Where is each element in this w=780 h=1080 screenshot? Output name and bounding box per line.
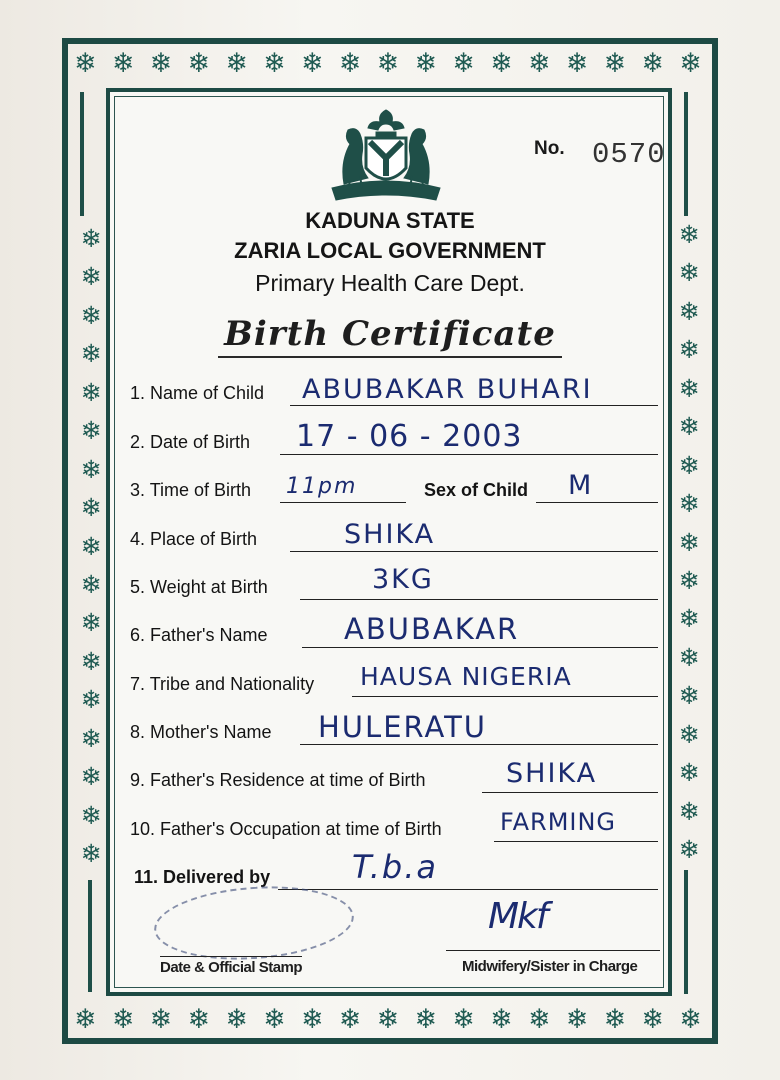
field-value-fathers-occupation: FARMING [500, 808, 617, 836]
snowflake-icon: ❄ [452, 48, 475, 79]
border-bar [80, 92, 84, 216]
field-underline [482, 792, 658, 793]
midwife-signature: Mkf [488, 896, 547, 937]
border-bar [684, 870, 688, 994]
snowflake-icon: ❄ [149, 1004, 173, 1035]
snowflake-icon: ❄ [80, 608, 102, 638]
snowflake-icon: ❄ [376, 48, 400, 79]
certificate-number: 0570 [592, 138, 666, 171]
snowflake-icon: ❄ [641, 48, 665, 79]
snowflake-icon: ❄ [80, 339, 102, 369]
snowflake-icon: ❄ [80, 300, 102, 330]
field-label: 10. Father's Occupation at time of Birth [130, 819, 442, 839]
field-value-date-of-birth: 17 - 06 - 2003 [296, 419, 523, 454]
snowflake-icon: ❄ [225, 1004, 248, 1035]
snowflake-icon: ❄ [678, 604, 700, 634]
snowflake-icon: ❄ [80, 262, 102, 292]
snowflake-icon: ❄ [263, 48, 286, 79]
stamp-label: Date & Official Stamp [160, 956, 302, 976]
snowflake-icon: ❄ [678, 489, 700, 519]
field-value-sex-of-child: M [568, 470, 594, 501]
snowflake-icon: ❄ [527, 1004, 551, 1035]
field-underline [536, 502, 658, 503]
field-underline [280, 454, 658, 455]
field-value-mothers-name: HULERATU [318, 710, 488, 744]
snowflake-icon: ❄ [80, 646, 102, 676]
snowflake-icon: ❄ [527, 48, 551, 79]
field-underline [278, 889, 658, 890]
midwife-label: Midwifery/Sister in Charge [462, 958, 638, 975]
field-label: 11. Delivered by [134, 867, 271, 887]
field-label: 2. Date of Birth [130, 432, 251, 452]
certificate-number-label: No. [534, 138, 565, 159]
lga-heading: ZARIA LOCAL GOVERNMENT [234, 238, 546, 263]
bottom-ornament-row [74, 1006, 702, 1040]
snowflake-icon: ❄ [80, 224, 102, 253]
snowflake-icon: ❄ [80, 762, 102, 792]
field-label: 8. Mother's Name [130, 722, 272, 742]
snowflake-icon: ❄ [187, 1004, 211, 1035]
snowflake-icon: ❄ [263, 1004, 286, 1035]
nigeria-coat-of-arms-icon [322, 106, 450, 206]
field-label: 3. Time of Birth [130, 480, 252, 500]
snowflake-icon: ❄ [678, 412, 700, 442]
snowflake-icon: ❄ [74, 1004, 97, 1035]
snowflake-icon: ❄ [187, 48, 211, 79]
field-underline [352, 696, 658, 697]
border-bar [684, 92, 688, 216]
field-underline [290, 551, 658, 552]
snowflake-icon: ❄ [111, 48, 135, 79]
field-value-tribe-and-nationality: HAUSA NIGERIA [360, 662, 572, 691]
snowflake-icon: ❄ [678, 450, 700, 480]
field-underline [300, 744, 658, 745]
left-ornament-column [74, 226, 108, 866]
snowflake-icon: ❄ [80, 416, 102, 446]
field-label: 9. Father's Residence at time of Birth [130, 770, 426, 790]
snowflake-icon: ❄ [565, 48, 589, 79]
snowflake-icon: ❄ [300, 48, 324, 79]
snowflake-icon: ❄ [74, 48, 97, 79]
field-underline [494, 841, 658, 842]
snowflake-icon: ❄ [452, 1004, 475, 1035]
field-underline [302, 647, 658, 648]
field-label-sex: Sex of Child [424, 480, 529, 500]
snowflake-icon: ❄ [565, 1004, 589, 1035]
field-value-fathers-residence: SHIKA [506, 758, 598, 789]
snowflake-icon: ❄ [414, 1004, 438, 1035]
certificate-title [110, 314, 670, 358]
field-value-time-of-birth: 11pm [286, 474, 358, 499]
snowflake-icon: ❄ [678, 335, 700, 365]
field-label: 5. Weight at Birth [130, 577, 268, 597]
snowflake-icon: ❄ [80, 800, 102, 830]
snowflake-icon: ❄ [80, 531, 102, 561]
snowflake-icon: ❄ [80, 454, 102, 484]
snowflake-icon: ❄ [149, 48, 173, 79]
snowflake-icon: ❄ [678, 565, 700, 595]
snowflake-icon: ❄ [414, 48, 438, 79]
field-value-weight-at-birth: 3KG [372, 564, 434, 595]
department-heading: Primary Health Care Dept. [255, 270, 525, 296]
state-heading: KADUNA STATE [305, 208, 475, 233]
field-value-name-of-child: ABUBAKAR BUHARI [302, 374, 593, 405]
snowflake-icon: ❄ [80, 493, 102, 523]
snowflake-icon: ❄ [678, 719, 700, 749]
snowflake-icon: ❄ [678, 796, 700, 826]
snowflake-icon: ❄ [80, 839, 102, 868]
snowflake-icon: ❄ [603, 48, 627, 79]
snowflake-icon: ❄ [678, 681, 700, 711]
field-label: 7. Tribe and Nationality [130, 674, 315, 694]
snowflake-icon: ❄ [679, 48, 702, 79]
snowflake-icon: ❄ [678, 296, 700, 326]
field-label: 6. Father's Name [130, 625, 268, 645]
border-bar [88, 880, 92, 992]
field-value-delivered-by: T.b.a [352, 848, 439, 886]
snowflake-icon: ❄ [641, 1004, 665, 1035]
field-underline [280, 502, 406, 503]
snowflake-icon: ❄ [300, 1004, 324, 1035]
snowflake-icon: ❄ [490, 48, 513, 79]
signature-line [446, 950, 660, 951]
snowflake-icon: ❄ [80, 569, 102, 599]
snowflake-icon: ❄ [111, 1004, 135, 1035]
field-value-fathers-name: ABUBAKAR [344, 612, 520, 646]
snowflake-icon: ❄ [678, 758, 700, 788]
snowflake-icon: ❄ [80, 685, 102, 715]
snowflake-icon: ❄ [80, 723, 102, 753]
snowflake-icon: ❄ [678, 220, 700, 249]
snowflake-icon: ❄ [80, 377, 102, 407]
field-underline [290, 405, 658, 406]
field-label: 1. Name of Child [130, 383, 265, 403]
top-ornament-row [74, 50, 702, 84]
snowflake-icon: ❄ [338, 48, 362, 79]
snowflake-icon: ❄ [490, 1004, 513, 1035]
field-label: 4. Place of Birth [130, 529, 258, 549]
snowflake-icon: ❄ [679, 1004, 702, 1035]
field-underline [300, 599, 658, 600]
snowflake-icon: ❄ [678, 373, 700, 403]
field-value-place-of-birth: SHIKA [344, 519, 436, 550]
right-ornament-column [672, 222, 706, 862]
snowflake-icon: ❄ [603, 1004, 627, 1035]
snowflake-icon: ❄ [225, 48, 248, 79]
certificate-title-text: Birth Certificate [218, 314, 562, 358]
snowflake-icon: ❄ [678, 835, 700, 864]
snowflake-icon: ❄ [678, 258, 700, 288]
snowflake-icon: ❄ [678, 527, 700, 557]
snowflake-icon: ❄ [376, 1004, 400, 1035]
snowflake-icon: ❄ [338, 1004, 362, 1035]
snowflake-icon: ❄ [678, 642, 700, 672]
